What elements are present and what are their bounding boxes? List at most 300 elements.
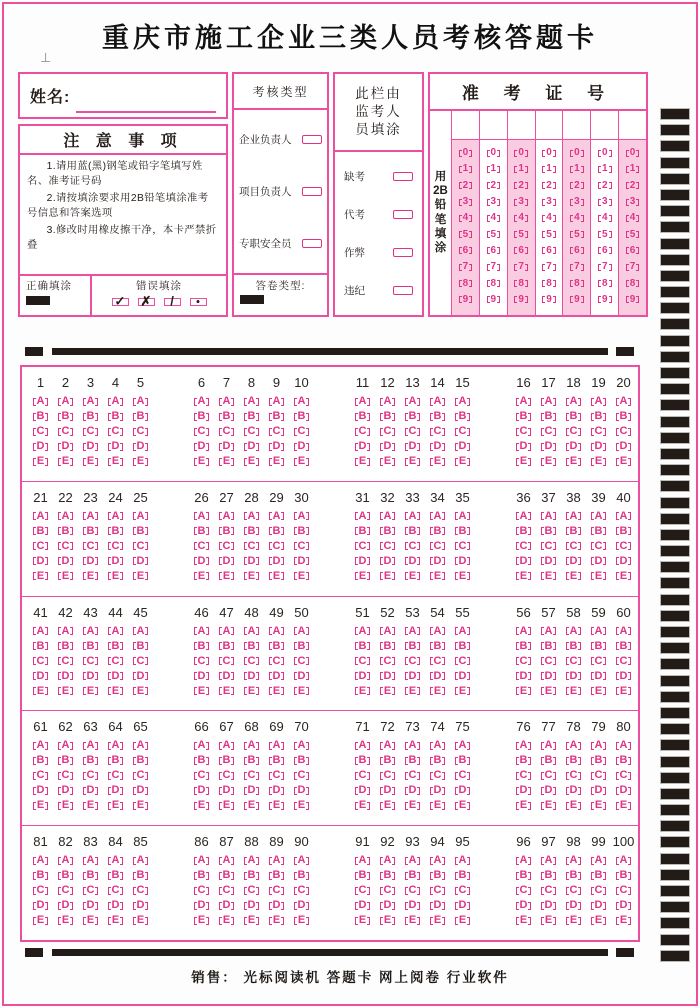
answer-bubble-D[interactable]: [244, 441, 260, 452]
answer-bubble-C[interactable]: [616, 770, 632, 781]
answer-bubble-D[interactable]: [194, 785, 210, 796]
answer-bubble-E[interactable]: [380, 915, 395, 926]
answer-bubble-D[interactable]: [455, 671, 471, 682]
answer-bubble-D[interactable]: [455, 900, 471, 911]
answer-bubble-D[interactable]: [269, 785, 285, 796]
answer-bubble-E[interactable]: [616, 915, 631, 926]
answer-bubble-B[interactable]: [516, 870, 532, 881]
answer-bubble-C[interactable]: [108, 770, 124, 781]
answer-bubble-D[interactable]: [516, 785, 532, 796]
answer-bubble-C[interactable]: [541, 541, 557, 552]
answer-bubble-E[interactable]: [516, 456, 531, 467]
answer-bubble-B[interactable]: [108, 870, 124, 881]
answer-bubble-B[interactable]: [133, 526, 149, 537]
answer-bubble-A[interactable]: [455, 855, 471, 866]
ticket-write-cell[interactable]: [452, 111, 479, 140]
answer-bubble-C[interactable]: [430, 656, 446, 667]
digit-bubble-9[interactable]: [598, 295, 612, 305]
invigilator-option-bubble[interactable]: [393, 286, 413, 295]
answer-bubble-B[interactable]: [83, 641, 99, 652]
answer-bubble-A[interactable]: [516, 626, 532, 637]
answer-bubble-B[interactable]: [380, 641, 396, 652]
answer-bubble-A[interactable]: [355, 511, 371, 522]
digit-bubble-9[interactable]: [514, 295, 528, 305]
answer-bubble-C[interactable]: [269, 541, 285, 552]
answer-bubble-B[interactable]: [58, 526, 74, 537]
digit-bubble-5[interactable]: [542, 230, 556, 240]
answer-bubble-B[interactable]: [516, 641, 532, 652]
answer-bubble-D[interactable]: [566, 671, 582, 682]
answer-bubble-D[interactable]: [269, 556, 285, 567]
answer-bubble-E[interactable]: [405, 686, 420, 697]
answer-bubble-B[interactable]: [430, 526, 446, 537]
ticket-write-cell[interactable]: [508, 111, 535, 140]
answer-bubble-E[interactable]: [194, 800, 209, 811]
answer-bubble-D[interactable]: [219, 900, 235, 911]
ticket-write-cell[interactable]: [563, 111, 590, 140]
answer-bubble-D[interactable]: [541, 671, 557, 682]
answer-bubble-E[interactable]: [33, 456, 48, 467]
answer-bubble-D[interactable]: [430, 556, 446, 567]
answer-bubble-E[interactable]: [269, 571, 284, 582]
digit-bubble-4[interactable]: [570, 213, 584, 223]
answer-bubble-C[interactable]: [194, 426, 210, 437]
digit-bubble-3[interactable]: [487, 197, 501, 207]
answer-bubble-B[interactable]: [133, 411, 149, 422]
answer-bubble-A[interactable]: [83, 740, 99, 751]
answer-bubble-C[interactable]: [58, 426, 74, 437]
answer-bubble-B[interactable]: [219, 755, 235, 766]
answer-bubble-E[interactable]: [591, 800, 606, 811]
answer-bubble-E[interactable]: [541, 571, 556, 582]
answer-bubble-E[interactable]: [566, 800, 581, 811]
answer-bubble-E[interactable]: [58, 571, 73, 582]
answer-bubble-D[interactable]: [591, 671, 607, 682]
answer-bubble-D[interactable]: [294, 900, 310, 911]
answer-bubble-E[interactable]: [108, 456, 123, 467]
answer-bubble-D[interactable]: [355, 900, 371, 911]
answer-bubble-E[interactable]: [616, 456, 631, 467]
ticket-write-cell[interactable]: [591, 111, 618, 140]
answer-bubble-B[interactable]: [108, 411, 124, 422]
digit-bubble-8[interactable]: [542, 279, 556, 289]
answer-bubble-A[interactable]: [541, 626, 557, 637]
answer-bubble-D[interactable]: [355, 785, 371, 796]
answer-bubble-C[interactable]: [244, 885, 260, 896]
digit-bubble-1[interactable]: [626, 164, 640, 174]
answer-bubble-C[interactable]: [294, 770, 310, 781]
answer-bubble-C[interactable]: [405, 770, 421, 781]
answer-bubble-D[interactable]: [294, 671, 310, 682]
digit-bubble-0[interactable]: [542, 148, 556, 158]
answer-bubble-B[interactable]: [566, 641, 582, 652]
answer-bubble-B[interactable]: [83, 526, 99, 537]
answer-bubble-D[interactable]: [108, 556, 124, 567]
answer-bubble-C[interactable]: [33, 770, 49, 781]
answer-bubble-B[interactable]: [516, 526, 532, 537]
answer-bubble-B[interactable]: [355, 755, 371, 766]
answer-bubble-E[interactable]: [133, 686, 148, 697]
answer-bubble-C[interactable]: [591, 656, 607, 667]
answer-bubble-C[interactable]: [616, 885, 632, 896]
answer-bubble-A[interactable]: [133, 511, 149, 522]
answer-bubble-D[interactable]: [294, 785, 310, 796]
digit-bubble-4[interactable]: [598, 213, 612, 223]
answer-bubble-E[interactable]: [219, 915, 234, 926]
answer-bubble-D[interactable]: [380, 556, 396, 567]
digit-bubble-3[interactable]: [542, 197, 556, 207]
digit-bubble-2[interactable]: [542, 181, 556, 191]
answer-bubble-E[interactable]: [108, 915, 123, 926]
answer-bubble-A[interactable]: [541, 396, 557, 407]
answer-bubble-A[interactable]: [566, 511, 582, 522]
answer-bubble-E[interactable]: [294, 571, 309, 582]
answer-bubble-E[interactable]: [455, 456, 470, 467]
answer-bubble-E[interactable]: [269, 686, 284, 697]
answer-bubble-C[interactable]: [566, 426, 582, 437]
answer-bubble-A[interactable]: [355, 396, 371, 407]
answer-bubble-C[interactable]: [430, 426, 446, 437]
answer-bubble-B[interactable]: [219, 526, 235, 537]
answer-bubble-B[interactable]: [58, 641, 74, 652]
digit-bubble-8[interactable]: [570, 279, 584, 289]
digit-bubble-4[interactable]: [487, 213, 501, 223]
answer-bubble-A[interactable]: [194, 396, 210, 407]
answer-bubble-A[interactable]: [566, 396, 582, 407]
answer-bubble-B[interactable]: [194, 411, 210, 422]
answer-bubble-C[interactable]: [455, 770, 471, 781]
answer-bubble-A[interactable]: [566, 855, 582, 866]
answer-bubble-C[interactable]: [58, 885, 74, 896]
invigilator-option-bubble[interactable]: [393, 210, 413, 219]
answer-bubble-B[interactable]: [566, 870, 582, 881]
answer-bubble-D[interactable]: [194, 900, 210, 911]
answer-bubble-A[interactable]: [58, 511, 74, 522]
answer-bubble-B[interactable]: [133, 641, 149, 652]
answer-bubble-A[interactable]: [33, 626, 49, 637]
digit-bubble-5[interactable]: [514, 230, 528, 240]
digit-bubble-7[interactable]: [570, 262, 584, 272]
answer-bubble-A[interactable]: [405, 855, 421, 866]
answer-bubble-E[interactable]: [380, 456, 395, 467]
answer-bubble-B[interactable]: [355, 411, 371, 422]
answer-bubble-D[interactable]: [294, 556, 310, 567]
answer-bubble-A[interactable]: [616, 396, 632, 407]
answer-bubble-B[interactable]: [566, 755, 582, 766]
answer-bubble-C[interactable]: [58, 770, 74, 781]
answer-bubble-A[interactable]: [591, 396, 607, 407]
answer-bubble-A[interactable]: [219, 396, 235, 407]
answer-bubble-A[interactable]: [219, 740, 235, 751]
answer-bubble-A[interactable]: [616, 626, 632, 637]
answer-bubble-A[interactable]: [58, 396, 74, 407]
answer-bubble-D[interactable]: [108, 785, 124, 796]
digit-bubble-3[interactable]: [459, 197, 473, 207]
answer-bubble-C[interactable]: [566, 885, 582, 896]
answer-bubble-D[interactable]: [58, 441, 74, 452]
answer-bubble-C[interactable]: [430, 541, 446, 552]
answer-bubble-B[interactable]: [133, 870, 149, 881]
answer-bubble-E[interactable]: [455, 571, 470, 582]
answer-bubble-D[interactable]: [430, 785, 446, 796]
answer-bubble-A[interactable]: [455, 396, 471, 407]
digit-bubble-9[interactable]: [487, 295, 501, 305]
answer-bubble-B[interactable]: [455, 411, 471, 422]
answer-bubble-A[interactable]: [33, 396, 49, 407]
digit-bubble-3[interactable]: [570, 197, 584, 207]
answer-bubble-C[interactable]: [33, 656, 49, 667]
answer-bubble-C[interactable]: [294, 426, 310, 437]
answer-bubble-C[interactable]: [58, 656, 74, 667]
answer-bubble-A[interactable]: [455, 511, 471, 522]
answer-bubble-E[interactable]: [591, 456, 606, 467]
answer-bubble-C[interactable]: [566, 770, 582, 781]
answer-bubble-B[interactable]: [294, 870, 310, 881]
answer-bubble-D[interactable]: [566, 441, 582, 452]
answer-bubble-A[interactable]: [616, 511, 632, 522]
answer-bubble-D[interactable]: [294, 441, 310, 452]
digit-bubble-1[interactable]: [459, 164, 473, 174]
answer-bubble-A[interactable]: [405, 396, 421, 407]
answer-bubble-D[interactable]: [380, 671, 396, 682]
answer-bubble-D[interactable]: [219, 556, 235, 567]
answer-bubble-B[interactable]: [294, 641, 310, 652]
answer-bubble-E[interactable]: [294, 686, 309, 697]
answer-bubble-D[interactable]: [430, 900, 446, 911]
answer-bubble-D[interactable]: [616, 556, 632, 567]
answer-bubble-A[interactable]: [380, 740, 396, 751]
answer-bubble-C[interactable]: [355, 656, 371, 667]
answer-bubble-B[interactable]: [194, 641, 210, 652]
answer-bubble-D[interactable]: [616, 441, 632, 452]
answer-bubble-C[interactable]: [219, 426, 235, 437]
digit-bubble-0[interactable]: [570, 148, 584, 158]
digit-bubble-5[interactable]: [626, 230, 640, 240]
answer-bubble-A[interactable]: [108, 396, 124, 407]
answer-bubble-D[interactable]: [591, 441, 607, 452]
answer-bubble-C[interactable]: [405, 885, 421, 896]
answer-bubble-D[interactable]: [355, 441, 371, 452]
digit-bubble-0[interactable]: [487, 148, 501, 158]
answer-bubble-D[interactable]: [355, 556, 371, 567]
answer-bubble-C[interactable]: [294, 885, 310, 896]
answer-bubble-C[interactable]: [380, 426, 396, 437]
answer-bubble-A[interactable]: [566, 740, 582, 751]
answer-bubble-A[interactable]: [133, 740, 149, 751]
answer-bubble-E[interactable]: [33, 800, 48, 811]
answer-bubble-A[interactable]: [83, 511, 99, 522]
answer-bubble-B[interactable]: [380, 411, 396, 422]
answer-bubble-E[interactable]: [380, 571, 395, 582]
answer-bubble-D[interactable]: [269, 900, 285, 911]
answer-bubble-A[interactable]: [516, 511, 532, 522]
answer-bubble-E[interactable]: [83, 456, 98, 467]
answer-bubble-C[interactable]: [405, 656, 421, 667]
answer-bubble-B[interactable]: [244, 526, 260, 537]
answer-bubble-D[interactable]: [33, 671, 49, 682]
answer-bubble-E[interactable]: [516, 571, 531, 582]
answer-bubble-C[interactable]: [294, 656, 310, 667]
digit-bubble-1[interactable]: [542, 164, 556, 174]
answer-bubble-D[interactable]: [269, 671, 285, 682]
answer-bubble-D[interactable]: [541, 900, 557, 911]
answer-bubble-E[interactable]: [430, 686, 445, 697]
answer-bubble-E[interactable]: [244, 571, 259, 582]
answer-bubble-D[interactable]: [566, 785, 582, 796]
answer-bubble-C[interactable]: [430, 885, 446, 896]
digit-bubble-6[interactable]: [487, 246, 501, 256]
answer-bubble-E[interactable]: [355, 571, 370, 582]
answer-bubble-C[interactable]: [355, 770, 371, 781]
answer-bubble-B[interactable]: [591, 526, 607, 537]
answer-bubble-B[interactable]: [566, 411, 582, 422]
answer-bubble-A[interactable]: [380, 855, 396, 866]
digit-bubble-8[interactable]: [598, 279, 612, 289]
answer-bubble-D[interactable]: [133, 785, 149, 796]
answer-bubble-B[interactable]: [58, 411, 74, 422]
answer-bubble-E[interactable]: [244, 686, 259, 697]
answer-bubble-C[interactable]: [516, 770, 532, 781]
answer-bubble-A[interactable]: [430, 396, 446, 407]
answer-bubble-E[interactable]: [294, 915, 309, 926]
answer-bubble-B[interactable]: [269, 870, 285, 881]
answer-bubble-A[interactable]: [294, 626, 310, 637]
answer-bubble-E[interactable]: [269, 456, 284, 467]
answer-bubble-C[interactable]: [355, 426, 371, 437]
answer-bubble-E[interactable]: [133, 571, 148, 582]
answer-bubble-E[interactable]: [591, 686, 606, 697]
answer-bubble-C[interactable]: [455, 656, 471, 667]
answer-bubble-D[interactable]: [516, 556, 532, 567]
answer-bubble-C[interactable]: [591, 885, 607, 896]
answer-bubble-C[interactable]: [33, 541, 49, 552]
answer-bubble-B[interactable]: [616, 641, 632, 652]
digit-bubble-4[interactable]: [514, 213, 528, 223]
answer-bubble-D[interactable]: [405, 900, 421, 911]
answer-bubble-C[interactable]: [516, 885, 532, 896]
answer-bubble-B[interactable]: [405, 411, 421, 422]
invigilator-option-bubble[interactable]: [393, 248, 413, 257]
answer-bubble-C[interactable]: [355, 541, 371, 552]
answer-bubble-C[interactable]: [566, 656, 582, 667]
answer-bubble-E[interactable]: [108, 686, 123, 697]
answer-bubble-D[interactable]: [616, 671, 632, 682]
answer-bubble-B[interactable]: [430, 870, 446, 881]
answer-bubble-D[interactable]: [33, 441, 49, 452]
answer-bubble-B[interactable]: [616, 526, 632, 537]
answer-bubble-B[interactable]: [591, 641, 607, 652]
digit-bubble-1[interactable]: [598, 164, 612, 174]
answer-bubble-C[interactable]: [591, 426, 607, 437]
answer-bubble-D[interactable]: [108, 900, 124, 911]
answer-bubble-E[interactable]: [566, 915, 581, 926]
answer-bubble-A[interactable]: [83, 396, 99, 407]
answer-bubble-B[interactable]: [219, 411, 235, 422]
answer-bubble-C[interactable]: [244, 770, 260, 781]
answer-bubble-D[interactable]: [455, 556, 471, 567]
answer-bubble-C[interactable]: [380, 656, 396, 667]
answer-bubble-D[interactable]: [83, 785, 99, 796]
answer-bubble-B[interactable]: [380, 526, 396, 537]
answer-bubble-E[interactable]: [355, 456, 370, 467]
answer-bubble-C[interactable]: [455, 541, 471, 552]
digit-bubble-2[interactable]: [626, 181, 640, 191]
answer-bubble-D[interactable]: [405, 441, 421, 452]
answer-bubble-C[interactable]: [616, 656, 632, 667]
answer-bubble-A[interactable]: [380, 511, 396, 522]
answer-bubble-D[interactable]: [33, 785, 49, 796]
answer-bubble-A[interactable]: [566, 626, 582, 637]
answer-bubble-E[interactable]: [541, 686, 556, 697]
answer-bubble-B[interactable]: [244, 755, 260, 766]
ticket-write-cell[interactable]: [536, 111, 563, 140]
answer-bubble-E[interactable]: [541, 915, 556, 926]
answer-bubble-B[interactable]: [455, 755, 471, 766]
answer-bubble-E[interactable]: [380, 800, 395, 811]
answer-bubble-C[interactable]: [616, 541, 632, 552]
answer-bubble-E[interactable]: [541, 800, 556, 811]
answer-bubble-E[interactable]: [430, 571, 445, 582]
answer-bubble-C[interactable]: [244, 656, 260, 667]
answer-bubble-A[interactable]: [616, 855, 632, 866]
digit-bubble-4[interactable]: [626, 213, 640, 223]
answer-bubble-A[interactable]: [194, 511, 210, 522]
answer-bubble-A[interactable]: [541, 855, 557, 866]
answer-bubble-E[interactable]: [58, 686, 73, 697]
exam-type-option-bubble[interactable]: [302, 239, 322, 248]
answer-bubble-A[interactable]: [108, 740, 124, 751]
answer-bubble-D[interactable]: [430, 671, 446, 682]
digit-bubble-2[interactable]: [487, 181, 501, 191]
answer-bubble-B[interactable]: [83, 411, 99, 422]
answer-bubble-A[interactable]: [133, 396, 149, 407]
answer-bubble-A[interactable]: [405, 511, 421, 522]
answer-bubble-A[interactable]: [194, 740, 210, 751]
answer-bubble-B[interactable]: [455, 641, 471, 652]
answer-bubble-B[interactable]: [33, 411, 49, 422]
answer-bubble-E[interactable]: [355, 915, 370, 926]
answer-bubble-E[interactable]: [219, 571, 234, 582]
answer-bubble-A[interactable]: [355, 855, 371, 866]
answer-bubble-A[interactable]: [33, 511, 49, 522]
answer-bubble-B[interactable]: [194, 870, 210, 881]
answer-bubble-B[interactable]: [355, 526, 371, 537]
answer-bubble-A[interactable]: [430, 740, 446, 751]
answer-bubble-A[interactable]: [355, 740, 371, 751]
answer-bubble-E[interactable]: [405, 456, 420, 467]
answer-bubble-C[interactable]: [516, 656, 532, 667]
answer-bubble-A[interactable]: [380, 396, 396, 407]
answer-bubble-A[interactable]: [516, 396, 532, 407]
answer-bubble-E[interactable]: [516, 800, 531, 811]
answer-bubble-C[interactable]: [194, 656, 210, 667]
answer-bubble-A[interactable]: [294, 740, 310, 751]
answer-bubble-C[interactable]: [405, 426, 421, 437]
answer-bubble-C[interactable]: [405, 541, 421, 552]
answer-bubble-E[interactable]: [455, 686, 470, 697]
answer-bubble-B[interactable]: [616, 755, 632, 766]
answer-bubble-B[interactable]: [244, 870, 260, 881]
answer-bubble-D[interactable]: [380, 441, 396, 452]
answer-bubble-A[interactable]: [269, 396, 285, 407]
answer-bubble-B[interactable]: [516, 411, 532, 422]
answer-bubble-D[interactable]: [405, 671, 421, 682]
answer-bubble-B[interactable]: [430, 641, 446, 652]
answer-bubble-A[interactable]: [591, 626, 607, 637]
ticket-write-cell[interactable]: [480, 111, 507, 140]
answer-bubble-B[interactable]: [541, 755, 557, 766]
digit-bubble-9[interactable]: [459, 295, 473, 305]
